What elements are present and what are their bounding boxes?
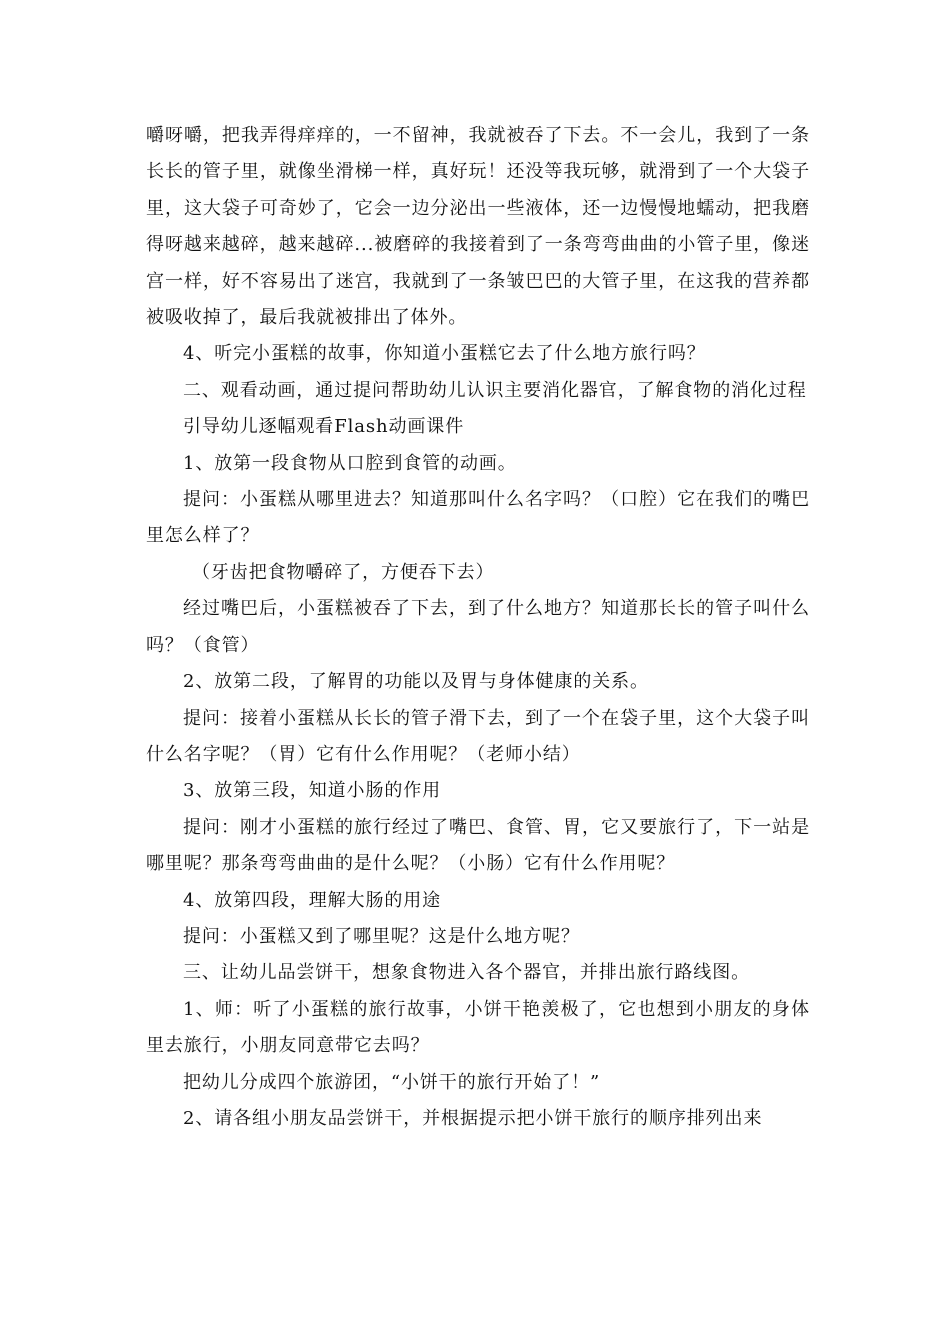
flash-guide-paragraph: 引导幼儿逐幅观看Flash动画课件 — [183, 416, 465, 438]
step-3-paragraph: 3、放第三段，知道小肠的作用 — [183, 780, 442, 802]
step-1-paragraph: 1、放第一段食物从口腔到食管的动画。 — [183, 452, 517, 474]
question-small-intestine-paragraph: 提问：刚才小蛋糕的旅行经过了嘴巴、食管、胃，它又要旅行了，下一站是哪里呢？那条弯弯曲曲的是什么呢？（小肠）它有什么作用呢？ — [146, 816, 810, 875]
section-3-heading: 三、让幼儿品尝饼干，想象食物进入各个器官，并排出旅行路线图。 — [183, 962, 750, 984]
esophagus-paragraph: 经过嘴巴后，小蛋糕被吞了下去，到了什么地方？知道那长长的管子叫什么吗？（食管） — [146, 598, 810, 656]
step-2-paragraph: 2、放第二段，了解胃的功能以及胃与身体健康的关系。 — [183, 671, 649, 693]
document-body — [146, 118, 810, 1137]
question-mouth-paragraph: 提问：小蛋糕从哪里进去？知道那叫什么名字吗？（口腔）它在我们的嘴巴里怎么样了？ — [146, 489, 810, 547]
tasting-paragraph: 2、请各组小朋友品尝饼干，并根据提示把小饼干旅行的顺序排列出来 — [183, 1107, 763, 1129]
teeth-answer-paragraph: （牙齿把食物嚼碎了，方便吞下去） — [192, 561, 495, 583]
question-stomach-paragraph: 提问：接着小蛋糕从长长的管子滑下去，到了一个在袋子里，这个大袋子叫什么名字呢？（胃）它有什么作用呢？（老师小结） — [146, 707, 810, 765]
groups-paragraph: 把幼儿分成四个旅游团，“小饼干的旅行开始了！” — [183, 1071, 601, 1093]
section-2-heading: 二、观看动画，通过提问帮助幼儿认识主要消化器官，了解食物的消化过程 — [183, 379, 807, 401]
step-4-paragraph: 4、放第四段，理解大肠的用途 — [183, 889, 442, 911]
story-paragraph: 嚼呀嚼，把我弄得痒痒的，一不留神，我就被吞了下去。不一会儿，我到了一条长长的管子里，就像坐滑梯一样，真好玩！还没等我玩够，就滑到了一个大袋子里，这大袋子可奇妙了，它会一边分泌出一些液体，还一边慢慢地蠕动，把我磨得呀越来越碎，越来越碎...被磨碎的我接着到了一条弯弯曲曲的小管子里，像迷宫一样，好不容易出了迷宫，我就到了一条皱巴巴的大管子里，在这我的营养都被吸收掉了，最后我就被排出了体外。 — [146, 125, 810, 329]
question-large-intestine-paragraph: 提问：小蛋糕又到了哪里呢？这是什么地方呢？ — [183, 925, 580, 947]
question-4-paragraph: 4、听完小蛋糕的故事，你知道小蛋糕它去了什么地方旅行吗？ — [183, 343, 706, 365]
teacher-paragraph: 1、师：听了小蛋糕的旅行故事，小饼干艳羡极了，它也想到小朋友的身体里去旅行，小朋友同意带它去吗？ — [146, 998, 810, 1057]
